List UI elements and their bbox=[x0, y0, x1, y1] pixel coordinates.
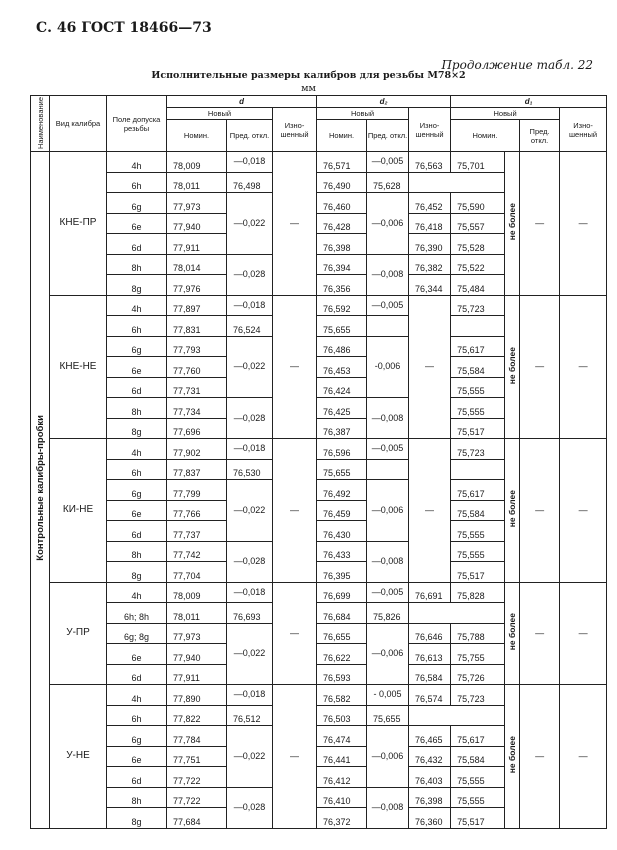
d2-nominal: 76,498 bbox=[227, 172, 273, 193]
d1-nominal: 75,555 bbox=[451, 377, 505, 398]
header-d1-new: Новый bbox=[451, 108, 560, 120]
d-nominal: 77,890 bbox=[167, 685, 227, 706]
d1-nominal: 75,726 bbox=[451, 664, 505, 685]
header-d2-nominal: Номин. bbox=[317, 120, 367, 152]
d-nominal: 77,766 bbox=[167, 500, 227, 521]
d-nominal: 77,684 bbox=[167, 808, 227, 829]
d1-nominal: 75,617 bbox=[451, 726, 505, 747]
d1-deviation: — bbox=[520, 582, 560, 685]
d2-nominal: 76,693 bbox=[227, 603, 273, 624]
d-deviation: —0,018 bbox=[227, 685, 273, 706]
d1-nominal: 75,555 bbox=[451, 521, 505, 542]
d-nominal: 78,009 bbox=[167, 582, 227, 603]
d-worn: — bbox=[273, 152, 317, 296]
d-deviation: —0,028 bbox=[227, 541, 273, 582]
d1-nominal: 75,555 bbox=[451, 767, 505, 788]
d-nominal: 77,837 bbox=[167, 459, 227, 480]
d2-worn: 76,613 bbox=[409, 644, 451, 665]
gauge-kind: У-ПР bbox=[50, 582, 107, 685]
header-d-new: Новый bbox=[167, 108, 273, 120]
d2-nominal: 76,512 bbox=[227, 705, 273, 726]
d2-nominal: 76,410 bbox=[317, 787, 367, 808]
d-nominal: 77,831 bbox=[167, 316, 227, 337]
d2-deviation: —0,006 bbox=[367, 726, 409, 788]
d2-deviation: —0,005 bbox=[367, 582, 409, 603]
max-label: не более bbox=[507, 490, 518, 528]
d2-nominal: 76,412 bbox=[317, 767, 367, 788]
tolerance-field: 6h; 8h bbox=[107, 603, 167, 624]
d1-max-label bbox=[505, 685, 520, 829]
d-nominal: 78,011 bbox=[167, 172, 227, 193]
d2-nominal: 76,425 bbox=[317, 398, 367, 419]
d1-nominal: 75,557 bbox=[451, 213, 505, 234]
d2-deviation: —0,006 bbox=[367, 623, 409, 685]
d1-nominal: 75,655 bbox=[317, 459, 367, 480]
tolerance-field: 6d bbox=[107, 521, 167, 542]
page-header bbox=[36, 20, 212, 36]
d1-nominal: 75,826 bbox=[367, 603, 409, 624]
d1-nominal: 75,617 bbox=[451, 336, 505, 357]
d-nominal: 77,897 bbox=[167, 295, 227, 316]
d2-worn: 76,503 bbox=[317, 705, 367, 726]
d-deviation: —0,022 bbox=[227, 480, 273, 542]
d-nominal: 77,902 bbox=[167, 439, 227, 460]
d1-nominal: 75,701 bbox=[451, 152, 505, 173]
d1-nominal: 75,584 bbox=[451, 746, 505, 767]
d-nominal: 77,742 bbox=[167, 541, 227, 562]
tolerance-field: 6d bbox=[107, 664, 167, 685]
continuation-note: Продолжение табл. 22 bbox=[441, 58, 593, 72]
d1-nominal: 75,723 bbox=[451, 439, 505, 460]
d-nominal: 77,940 bbox=[167, 213, 227, 234]
tolerance-field: 8h bbox=[107, 398, 167, 419]
d2-worn: 76,382 bbox=[409, 254, 451, 275]
d2-nominal: 76,430 bbox=[317, 521, 367, 542]
d2-worn: 76,452 bbox=[409, 193, 451, 214]
d1-max-label bbox=[505, 152, 520, 296]
tolerance-field: 6h bbox=[107, 172, 167, 193]
d2-nominal: 76,699 bbox=[317, 582, 367, 603]
tolerance-field: 6e bbox=[107, 357, 167, 378]
d1-nominal: 75,528 bbox=[451, 234, 505, 255]
header-d1-nominal: Номин. bbox=[451, 120, 520, 152]
d-nominal: 77,911 bbox=[167, 664, 227, 685]
d2-nominal: 76,453 bbox=[317, 357, 367, 378]
tolerance-field: 6h bbox=[107, 705, 167, 726]
d-nominal: 77,696 bbox=[167, 418, 227, 439]
d2-worn: 76,691 bbox=[409, 582, 451, 603]
d2-nominal: 76,428 bbox=[317, 213, 367, 234]
d2-worn: 76,563 bbox=[409, 152, 451, 173]
d2-nominal: 76,398 bbox=[317, 234, 367, 255]
d2-worn: 76,418 bbox=[409, 213, 451, 234]
d-nominal: 77,940 bbox=[167, 644, 227, 665]
d2-deviation: -0,006 bbox=[367, 336, 409, 398]
gauge-kind: У-НЕ bbox=[50, 685, 107, 829]
table-row bbox=[31, 152, 607, 173]
header-d2-worn: Изно-шенный bbox=[409, 108, 451, 152]
d1-nominal: 75,584 bbox=[451, 357, 505, 378]
d2-nominal: 76,571 bbox=[317, 152, 367, 173]
d1-worn: — bbox=[560, 152, 607, 296]
table-unit: мм bbox=[301, 83, 316, 94]
d1-nominal: 75,517 bbox=[451, 808, 505, 829]
max-label: не более bbox=[507, 736, 518, 774]
d-deviation: —0,018 bbox=[227, 295, 273, 316]
d-nominal: 77,822 bbox=[167, 705, 227, 726]
d1-nominal: 75,484 bbox=[451, 275, 505, 296]
tolerance-field: 4h bbox=[107, 295, 167, 316]
d-deviation: —0,022 bbox=[227, 726, 273, 788]
d1-deviation: — bbox=[520, 439, 560, 583]
table-row bbox=[31, 295, 607, 316]
d1-nominal: 75,555 bbox=[451, 541, 505, 562]
d-nominal: 77,973 bbox=[167, 623, 227, 644]
d2-deviation: —0,008 bbox=[367, 398, 409, 439]
d2-deviation: —0,006 bbox=[367, 480, 409, 542]
header-d2-new: Новый bbox=[317, 108, 409, 120]
d2-nominal: 76,486 bbox=[317, 336, 367, 357]
d-nominal: 77,784 bbox=[167, 726, 227, 747]
d2-nominal: 76,474 bbox=[317, 726, 367, 747]
d2-worn: 76,684 bbox=[317, 603, 367, 624]
d-nominal: 77,799 bbox=[167, 480, 227, 501]
d2-deviation: —0,005 bbox=[367, 439, 409, 460]
gauge-dimensions-table bbox=[30, 95, 607, 829]
d2-worn: 76,465 bbox=[409, 726, 451, 747]
d2-worn: — bbox=[409, 295, 451, 439]
tolerance-field: 6e bbox=[107, 746, 167, 767]
d2-nominal: 76,593 bbox=[317, 664, 367, 685]
header-d2: d₂ bbox=[317, 96, 451, 108]
tolerance-field: 8g bbox=[107, 418, 167, 439]
tolerance-field: 6g; 8g bbox=[107, 623, 167, 644]
d2-nominal: 76,655 bbox=[317, 623, 367, 644]
d2-worn: 76,646 bbox=[409, 623, 451, 644]
d-worn: — bbox=[273, 685, 317, 829]
d2-nominal: 76,596 bbox=[317, 439, 367, 460]
tolerance-field: 4h bbox=[107, 152, 167, 173]
d1-nominal: 75,517 bbox=[451, 418, 505, 439]
d2-nominal: 76,372 bbox=[317, 808, 367, 829]
d2-nominal: 76,387 bbox=[317, 418, 367, 439]
d1-deviation: — bbox=[520, 685, 560, 829]
d2-nominal: 76,424 bbox=[317, 377, 367, 398]
d1-nominal: 75,788 bbox=[451, 623, 505, 644]
gauge-kind: КИ-НЕ bbox=[50, 439, 107, 583]
d1-worn: — bbox=[560, 439, 607, 583]
gauge-kind: КНЕ-ПР bbox=[50, 152, 107, 296]
d2-worn: 76,360 bbox=[409, 808, 451, 829]
max-label: не более bbox=[507, 613, 518, 651]
d2-nominal: 76,524 bbox=[227, 316, 273, 337]
d-nominal: 77,734 bbox=[167, 398, 227, 419]
table-row bbox=[31, 439, 607, 460]
tolerance-field: 6g bbox=[107, 726, 167, 747]
tolerance-field: 6d bbox=[107, 377, 167, 398]
d1-nominal: 75,723 bbox=[451, 295, 505, 316]
d-worn: — bbox=[273, 582, 317, 685]
d2-nominal: 76,441 bbox=[317, 746, 367, 767]
d-deviation: —0,018 bbox=[227, 582, 273, 603]
d-worn: — bbox=[273, 295, 317, 439]
d2-worn: 76,574 bbox=[409, 685, 451, 706]
d2-deviation: - 0,005 bbox=[367, 685, 409, 706]
d-deviation: —0,028 bbox=[227, 787, 273, 828]
gauge-kind: КНЕ-НЕ bbox=[50, 295, 107, 439]
tolerance-field: 8g bbox=[107, 562, 167, 583]
d2-nominal: 76,394 bbox=[317, 254, 367, 275]
tolerance-field: 6d bbox=[107, 767, 167, 788]
d-nominal: 78,009 bbox=[167, 152, 227, 173]
tolerance-field: 6e bbox=[107, 213, 167, 234]
d-deviation: —0,018 bbox=[227, 152, 273, 173]
header-d: d bbox=[167, 96, 317, 108]
header-d-deviation: Пред. откл. bbox=[227, 120, 273, 152]
tolerance-field: 6g bbox=[107, 336, 167, 357]
d-nominal: 77,737 bbox=[167, 521, 227, 542]
d1-nominal: 75,590 bbox=[451, 193, 505, 214]
tolerance-field: 6e bbox=[107, 644, 167, 665]
d1-nominal: 75,723 bbox=[451, 685, 505, 706]
d-nominal: 77,973 bbox=[167, 193, 227, 214]
d1-nominal: 75,555 bbox=[451, 787, 505, 808]
d-nominal: 77,731 bbox=[167, 377, 227, 398]
d-nominal: 77,976 bbox=[167, 275, 227, 296]
d-deviation: —0,022 bbox=[227, 336, 273, 398]
tolerance-field: 4h bbox=[107, 582, 167, 603]
table-row bbox=[31, 685, 607, 706]
d1-nominal: 75,517 bbox=[451, 562, 505, 583]
d2-nominal: 76,459 bbox=[317, 500, 367, 521]
d-deviation: —0,028 bbox=[227, 254, 273, 295]
d-nominal: 77,751 bbox=[167, 746, 227, 767]
d-nominal: 77,722 bbox=[167, 787, 227, 808]
d2-deviation: —0,008 bbox=[367, 254, 409, 295]
side-label: Контрольные калибры-пробки bbox=[34, 415, 46, 562]
d2-worn: 76,390 bbox=[409, 234, 451, 255]
d2-nominal: 76,582 bbox=[317, 685, 367, 706]
d-nominal: 77,722 bbox=[167, 767, 227, 788]
d1-nominal: 75,655 bbox=[367, 705, 409, 726]
d2-deviation: —0,008 bbox=[367, 787, 409, 828]
d2-worn: 76,432 bbox=[409, 746, 451, 767]
d2-deviation: —0,005 bbox=[367, 152, 409, 173]
d-nominal: 78,014 bbox=[167, 254, 227, 275]
table-row bbox=[31, 582, 607, 603]
d2-nominal: 76,592 bbox=[317, 295, 367, 316]
header-d1-worn: Изно-шенный bbox=[560, 108, 607, 152]
d1-nominal: 75,555 bbox=[451, 398, 505, 419]
d-nominal: 77,760 bbox=[167, 357, 227, 378]
d1-max-label bbox=[505, 439, 520, 583]
table-title: Исполнительные размеры калибров для резьбы М78×2 bbox=[151, 70, 466, 81]
d-nominal: 78,011 bbox=[167, 603, 227, 624]
header-d1: d₁ bbox=[451, 96, 607, 108]
d-nominal: 77,704 bbox=[167, 562, 227, 583]
tolerance-field: 8h bbox=[107, 254, 167, 275]
tolerance-field: 8h bbox=[107, 787, 167, 808]
d2-worn: 76,398 bbox=[409, 787, 451, 808]
d2-deviation: —0,006 bbox=[367, 193, 409, 255]
d1-max-label bbox=[505, 582, 520, 685]
header-kind: Вид калибра bbox=[50, 96, 107, 152]
header-d1-deviation: Пред. откл. bbox=[520, 120, 560, 152]
tolerance-field: 6e bbox=[107, 500, 167, 521]
tolerance-field: 6d bbox=[107, 234, 167, 255]
d1-nominal: 75,755 bbox=[451, 644, 505, 665]
tolerance-field: 8g bbox=[107, 275, 167, 296]
d-nominal: 77,911 bbox=[167, 234, 227, 255]
header-tolerance: Поле допуска резьбы bbox=[107, 96, 167, 152]
max-label: не более bbox=[507, 346, 518, 384]
d1-worn: — bbox=[560, 582, 607, 685]
d1-nominal: 75,628 bbox=[367, 172, 409, 193]
d2-worn: 76,344 bbox=[409, 275, 451, 296]
d2-nominal: 76,492 bbox=[317, 480, 367, 501]
d-deviation: —0,028 bbox=[227, 398, 273, 439]
d2-deviation: —0,008 bbox=[367, 541, 409, 582]
d1-nominal: 75,617 bbox=[451, 480, 505, 501]
tolerance-field: 6h bbox=[107, 459, 167, 480]
d1-deviation: — bbox=[520, 295, 560, 439]
d1-deviation: — bbox=[520, 152, 560, 296]
d1-max-label bbox=[505, 295, 520, 439]
d1-nominal: 75,522 bbox=[451, 254, 505, 275]
tolerance-field: 6h bbox=[107, 316, 167, 337]
d2-worn: — bbox=[409, 439, 451, 583]
tolerance-field: 6g bbox=[107, 193, 167, 214]
max-label: не более bbox=[507, 203, 518, 241]
header-d2-deviation: Пред. откл. bbox=[367, 120, 409, 152]
d-deviation: —0,022 bbox=[227, 623, 273, 685]
d2-nominal: 76,530 bbox=[227, 459, 273, 480]
d2-nominal: 76,395 bbox=[317, 562, 367, 583]
page-number-standard: С. 46 ГОСТ 18466—73 bbox=[36, 20, 212, 36]
tolerance-field: 4h bbox=[107, 685, 167, 706]
tolerance-field: 4h bbox=[107, 439, 167, 460]
d-nominal: 77,793 bbox=[167, 336, 227, 357]
side-label-cell bbox=[31, 152, 50, 829]
d2-worn: 76,584 bbox=[409, 664, 451, 685]
d-deviation: —0,022 bbox=[227, 193, 273, 255]
header-d-worn: Изно-шенный bbox=[273, 108, 317, 152]
d2-worn: 76,490 bbox=[317, 172, 367, 193]
d1-worn: — bbox=[560, 295, 607, 439]
d1-nominal: 75,828 bbox=[451, 582, 505, 603]
table-body bbox=[31, 152, 607, 829]
header-name: Наименование bbox=[31, 96, 50, 152]
header-d-nominal: Номин. bbox=[167, 120, 227, 152]
d1-nominal: 75,584 bbox=[451, 500, 505, 521]
tolerance-field: 6g bbox=[107, 480, 167, 501]
d1-worn: — bbox=[560, 685, 607, 829]
d2-deviation: —0,005 bbox=[367, 295, 409, 316]
d-worn: — bbox=[273, 439, 317, 583]
d1-nominal: 75,655 bbox=[317, 316, 367, 337]
d2-nominal: 76,433 bbox=[317, 541, 367, 562]
d2-nominal: 76,460 bbox=[317, 193, 367, 214]
d2-nominal: 76,622 bbox=[317, 644, 367, 665]
tolerance-field: 8g bbox=[107, 808, 167, 829]
tolerance-field: 8h bbox=[107, 541, 167, 562]
d-deviation: —0,018 bbox=[227, 439, 273, 460]
d2-nominal: 76,356 bbox=[317, 275, 367, 296]
d2-worn: 76,403 bbox=[409, 767, 451, 788]
